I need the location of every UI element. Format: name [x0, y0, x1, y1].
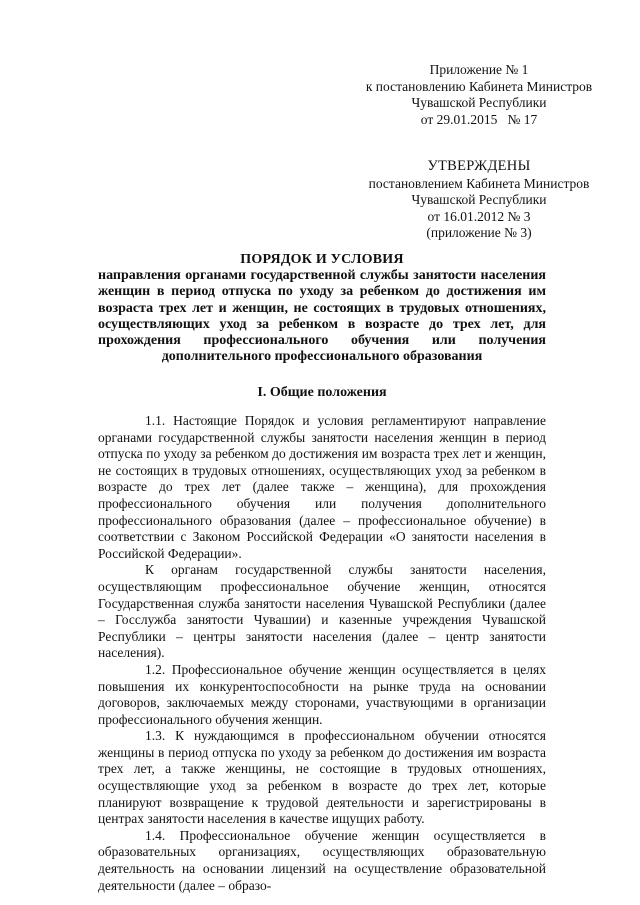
approved-stamp: [352, 158, 606, 242]
approved-appendix-ref: (приложение № 3): [426, 225, 532, 240]
appendix-number: Приложение № 1: [429, 62, 529, 77]
document-title-main: ПОРЯДОК И УСЛОВИЯ: [240, 252, 404, 267]
paragraph-1-1: 1.1. Настоящие Порядок и условия регламентируют направление органами государственной службы занятости населения женщин в период отпуска по уходу за ребенком до достижения им возраста трех лет и женщин, не состоящих в трудовых отношениях, осуществляющих уход за ребенком в возрасте до трех лет (далее также – женщина), для прохождения профессионального обучения или получения дополнительного профессионального образования (далее – профессиональное обучение) в соответствии с Законом Российской Федерации «О занятости населения в Российской Федерации».: [98, 413, 546, 561]
approved-heading: УТВЕРЖДЕНЫ: [427, 158, 531, 174]
document-body: [98, 413, 546, 894]
appendix-stamp: [352, 62, 606, 128]
approved-date: от 16.01.2012 № 3: [427, 208, 531, 224]
document-title-subtitle: направления органами государственной службы занятости населения женщин в период отпуска по уходу за ребенком до достижения им возраста трех лет и женщин, не состоящих в трудовых отношениях, осуществляющих уход за ребенком в возрасте до трех лет, для прохождения профессионального обучения или получения дополнительного профессионального образования: [98, 268, 546, 365]
document-title: [98, 252, 546, 365]
paragraph-1-3: 1.3. К нуждающимся в профессиональном обучении относятся женщины в период отпуска по уходу за ребенком до достижения им возраста трех лет, а также женщины, не состоящие в трудовых отношениях, осуществляющие уход за ребенком в возрасте до трех лет, которые планируют возвращение к трудовой деятельности и зарегистрированы в центрах занятости населения в качестве ищущих работу.: [98, 728, 546, 827]
paragraph-1-2: 1.2. Профессиональное обучение женщин осуществляется в целях повышения их конкурентоспособности на рынке труда на основании договоров, заключаемых между сторонами, участвующими в организации профессионального обучения женщин.: [98, 661, 546, 727]
approved-resolution-ref: постановлением Кабинета Министров: [368, 175, 590, 191]
appendix-republic: Чувашской Республики: [411, 95, 547, 110]
section-heading: I. Общие положения: [257, 385, 387, 400]
appendix-date: от 29.01.2015 № 17: [420, 111, 538, 127]
paragraph-1-4: 1.4. Профессиональное обучение женщин осуществляется в образовательных организациях, осуществляющих образовательную деятельность на основании лицензий на осуществление образовательной деятельности (далее – образо-: [98, 827, 546, 893]
paragraph-bodies: К органам государственной службы занятости населения, осуществляющим профессиональное обучение женщин, относятся Государственная служба занятости населения Чувашской Республики (далее – Госслужба занятости Чувашии) и казенные учреждения Чувашской Республики – центры занятости населения (далее – центр занятости населения).: [98, 562, 546, 661]
approved-republic: Чувашской Республики: [411, 192, 547, 207]
appendix-resolution-ref: к постановлению Кабинета Министров: [365, 78, 593, 94]
